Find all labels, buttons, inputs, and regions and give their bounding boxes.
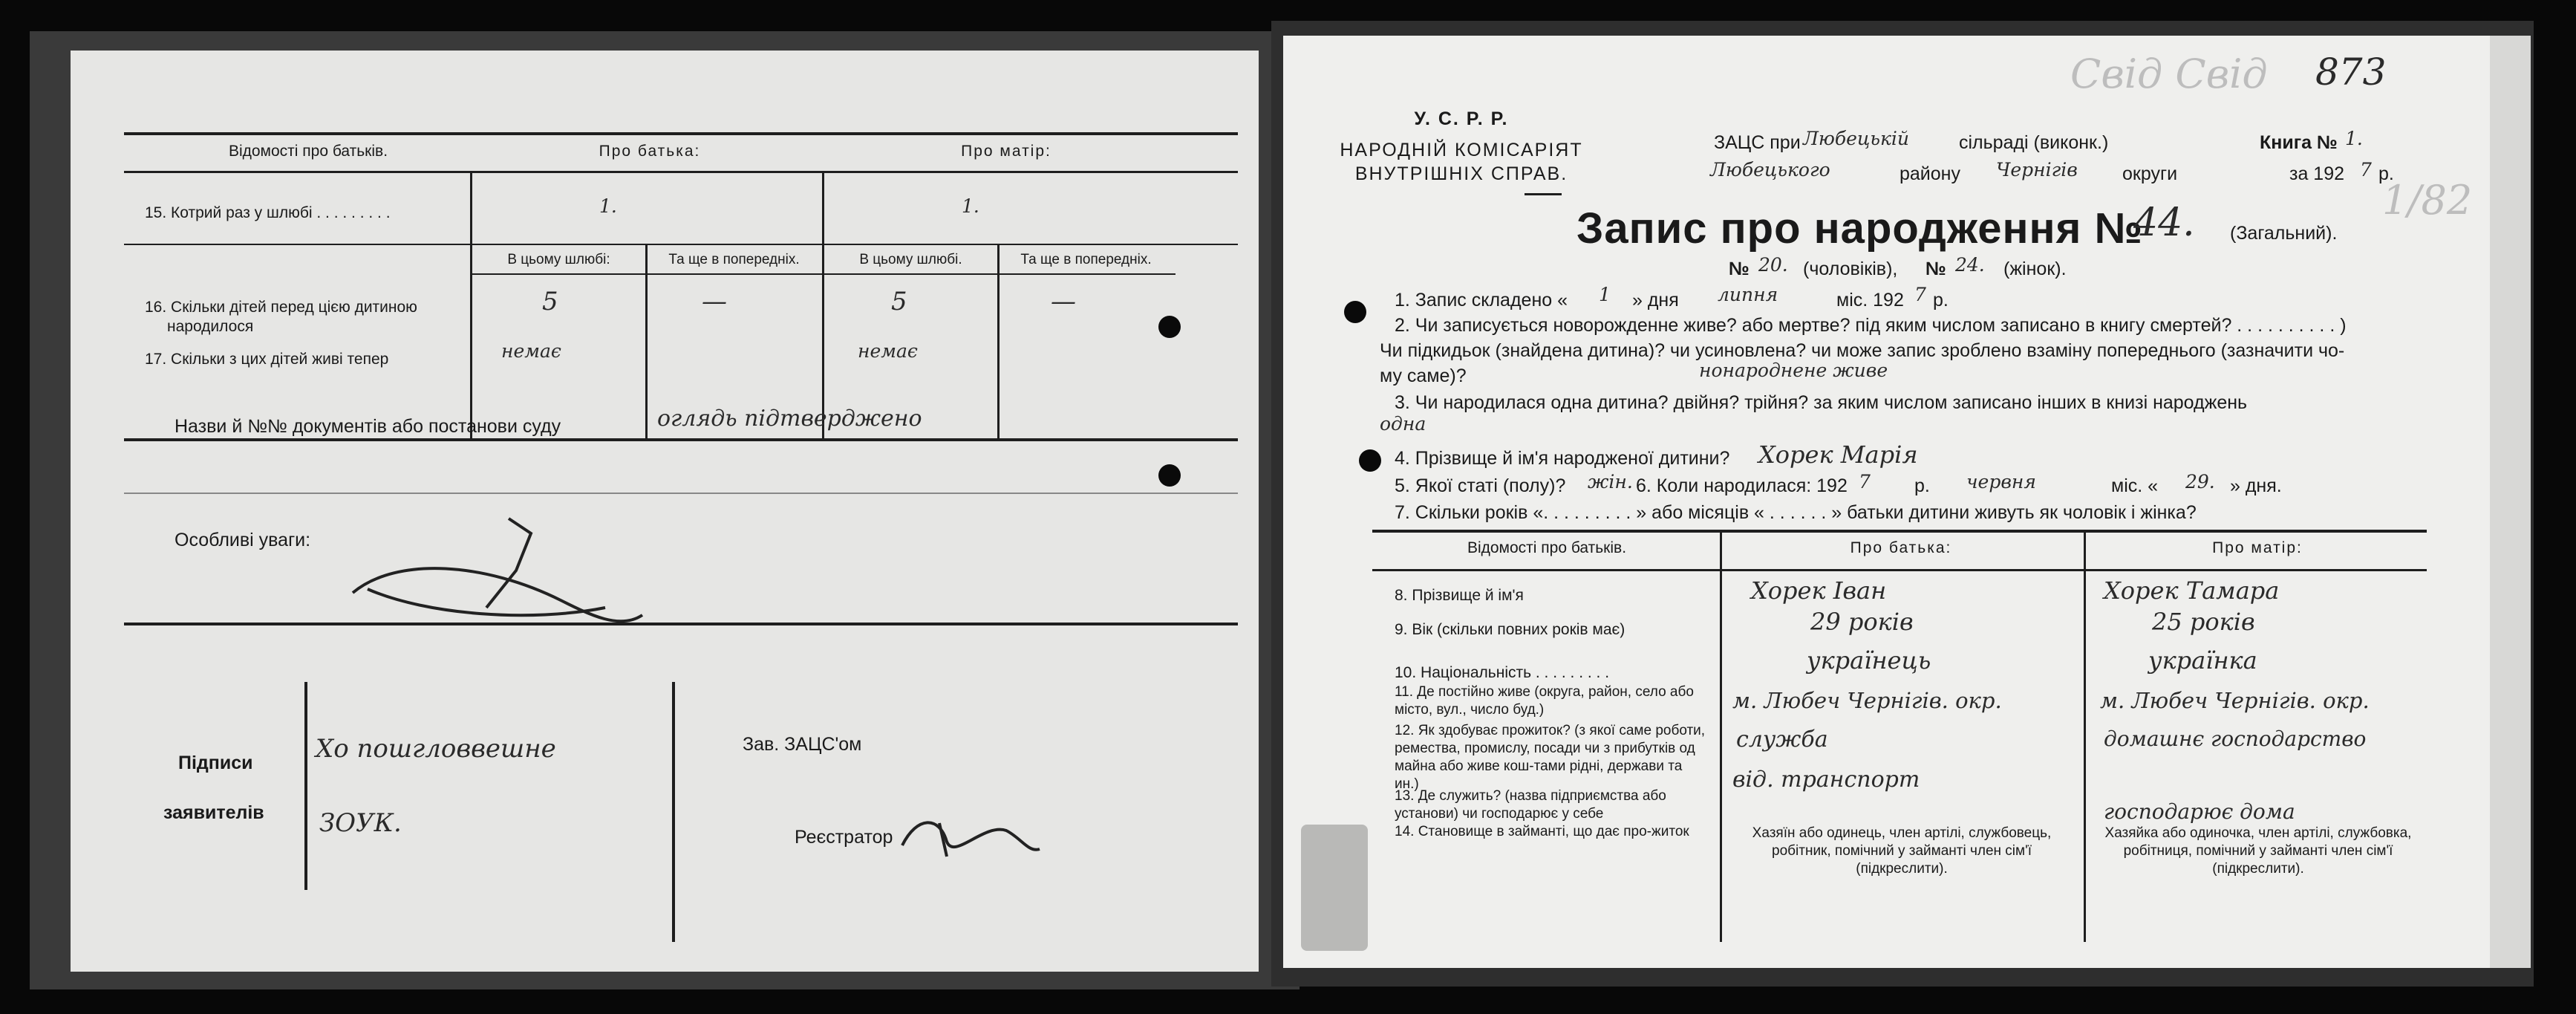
rule (1525, 193, 1562, 195)
rule (470, 273, 1175, 275)
rule (124, 623, 1238, 625)
q4-label: 4. Прізвище й ім'я народженої дитини? (1395, 448, 1730, 469)
rule (124, 171, 1238, 173)
row12-label: 12. Як здобуває прожиток? (з якої саме роботи, ремества, промислу, посади чи з прибутків од майна або живе кош-тами рідні, держави та ин.) (1395, 723, 1706, 792)
okrug-value: Чернігів (1996, 159, 2078, 181)
row13-father: від. транспорт (1732, 767, 1920, 793)
header-col0: Відомості про батьків. (228, 143, 388, 160)
q1-day: 1 (1599, 284, 1611, 305)
q1-b: » дня (1632, 290, 1679, 311)
row13-mother: господарює дома (2104, 799, 2295, 824)
sub-c: В цьому шлюбі. (859, 252, 962, 267)
header-col1: Про батька: (599, 143, 701, 160)
signatures-label-1: Підписи (178, 753, 253, 773)
divider (822, 171, 824, 440)
row13-label: 13. Де служить? (назва підприємства або установи) чи господарює у себе (1395, 788, 1666, 822)
table-header-col1: Про батька: (1850, 539, 1952, 556)
rule (124, 132, 1238, 135)
page-number: 873 (2315, 51, 2387, 94)
divider (997, 245, 1000, 440)
female-prefix: № (1926, 259, 1946, 279)
rule (124, 438, 1238, 441)
q6-day: 29. (2185, 471, 2215, 493)
punch-hole (1359, 449, 1381, 472)
row8-mother: Хорек Тамара (2104, 576, 2280, 605)
q2: 2. Чи записується новорожденне живе? або мертве? під яким числом записано в книгу смертей? . . . . . . . . . . ) (1395, 315, 2347, 336)
sub-a: В цьому шлюбі: (507, 252, 610, 267)
q3-value: одна (1380, 413, 1426, 435)
divider (2084, 530, 2086, 942)
q7: 7. Скільки років «. . . . . . . . . » або місяців « . . . . . . » батьки дитини живуть як чоловік і жінка? (1395, 502, 2197, 523)
q4-value: Хорек Марія (1758, 441, 1918, 469)
row14-father: Хазяїн або одинець, член артілі, службовець, робітник, помічний у займанті член сім'ї (підкреслити). (1752, 825, 2052, 877)
record-number: 44. (2133, 201, 2195, 245)
q1-a: 1. Запис складено « (1395, 290, 1568, 311)
row8-father: Хорек Іван (1751, 576, 1887, 605)
divider (304, 682, 307, 890)
table-header-col0: Відомості про батьків. (1467, 539, 1627, 556)
paper-tear (1301, 825, 1368, 951)
district-label: району (1900, 163, 1960, 184)
sub-b: Та ще в попередніх. (668, 252, 800, 267)
row16-v1: 5 (542, 287, 558, 316)
punch-hole (1344, 301, 1366, 323)
male-count: 20. (1758, 254, 1788, 276)
registrar-signature (895, 801, 1043, 868)
signature-1: Хо пошгловвешне (316, 734, 556, 764)
row10-father: українець (1807, 646, 1931, 675)
record-title: Запис про народження № (1576, 204, 2144, 253)
rule (1372, 530, 2427, 533)
row12-mother: домашнє господарство (2104, 727, 2367, 751)
year-suffix: р. (2378, 163, 2394, 184)
right-page (1283, 36, 2490, 968)
district-value: Любецького (1710, 159, 1830, 181)
row16-v3: 5 (891, 287, 907, 316)
rule (1372, 569, 2427, 571)
zags-prefix: ЗАЦС при (1714, 132, 1801, 153)
commissariat-1: НАРОДНІЙ КОМІСАРІЯТ (1340, 140, 1583, 160)
q3: 3. Чи народилася одна дитина? двiйня? трiйня? за яким числом записано інших в книзі народжень (1395, 392, 2248, 413)
punch-hole (1158, 464, 1181, 487)
q1-month: липня (1718, 284, 1778, 305)
row9-label: 9. Вік (скільки повних років має) (1395, 621, 1626, 638)
ussr: У. С. Р. Р. (1414, 108, 1509, 129)
signatures-label-2: заявителів (163, 802, 264, 823)
row16-label-2: народилося (167, 318, 254, 335)
q6-label: 6. Коли народилася: 192 (1636, 475, 1848, 496)
male-label: (чоловіків), (1803, 259, 1898, 279)
row15-label: 15. Котрий раз у шлюбі . . . . . . . . . (145, 204, 391, 221)
q6-year: 7 (1859, 471, 1871, 493)
row12-father: служба (1736, 727, 1828, 753)
documents-value: оглядь підтверджено (657, 406, 922, 432)
q1-year: 7 (1914, 284, 1926, 305)
divider (1720, 530, 1722, 942)
row17-v3: немає (858, 340, 918, 362)
divider (645, 245, 648, 440)
female-label: (жінок). (2003, 259, 2067, 279)
header-col2: Про матір: (961, 143, 1051, 160)
divider (672, 682, 675, 942)
punch-hole (1158, 316, 1181, 338)
q1-c: міс. 192 (1836, 290, 1904, 311)
q2b: Чи підкидьок (знайдена дитина)? чи усиновлена? чи може запис зроблено взамiну попереднього (зазначити чо- (1380, 340, 2345, 361)
q2c-value: нонароднене живе (1699, 360, 1888, 381)
registrar-label: Реєстратор (795, 827, 893, 848)
row15-father: 1. (599, 195, 617, 217)
q6-r: р. (1914, 475, 1930, 496)
row10-label: 10. Національність . . . . . . . . . (1395, 664, 1610, 681)
q1-d: р. (1933, 290, 1949, 311)
rule (124, 493, 1238, 494)
book-label: Книга № (2260, 132, 2338, 153)
row11-father: м. Любеч Чернігів. окр. (1732, 688, 2002, 713)
q5-value: жін. (1588, 471, 1633, 493)
okrug-label: округи (2122, 163, 2178, 184)
row14-label: 14. Становище в займанті, що дає про-житок (1395, 824, 1689, 839)
q5-label: 5. Якої статі (полу)? (1395, 475, 1566, 496)
margin-fraction: 1/82 (2382, 177, 2473, 224)
zags-suffix: сільраді (виконк.) (1959, 132, 2109, 153)
row17-v1: немає (501, 340, 561, 362)
row9-mother: 25 років (2152, 608, 2255, 636)
page-edge (2490, 36, 2531, 968)
signature-scribble (338, 511, 650, 637)
female-count: 24. (1955, 254, 1985, 276)
record-suffix: (Загальний). (2230, 223, 2338, 244)
row8-label: 8. Прізвище й ім'я (1395, 587, 1524, 604)
zags-village: Любецькій (1803, 128, 1910, 149)
divider (470, 171, 472, 440)
row10-mother: українка (2148, 646, 2257, 675)
row16-v2: — (702, 287, 727, 316)
stamp-text: Свід Свід (2070, 51, 2268, 97)
row16-label-1: 16. Скільки дітей перед цією дитиною (145, 299, 417, 316)
year-label: за 192 (2289, 163, 2345, 184)
commissariat-2: ВНУТРІШНІХ СПРАВ. (1354, 163, 1568, 184)
table-header-col2: Про матір: (2212, 539, 2303, 556)
row16-v4: — (1051, 287, 1076, 316)
q6-day-end: » дня. (2230, 475, 2282, 496)
row11-label: 11. Де постійно живе (округа, район, село або місто, вул., число буд.) (1395, 684, 1694, 718)
remarks-label: Особливі уваги: (175, 530, 311, 550)
row17-label: 17. Скільки з цих дітей живі тепер (145, 351, 389, 368)
rule (124, 244, 1238, 245)
q2c-label: му саме)? (1380, 365, 1467, 386)
year-digit: 7 (2360, 159, 2372, 181)
head-label: Зав. ЗАЦС'ом (743, 734, 862, 755)
male-prefix: № (1729, 259, 1750, 279)
row15-mother: 1. (962, 195, 979, 217)
row14-mother: Хазяйка або одиночка, член артілі, службовка, робітниця, помічний у займанті член сім'ї (підкреслити). (2104, 825, 2412, 877)
documents-label: Назви й №№ документів або постанови суду (175, 416, 561, 437)
row9-father: 29 років (1810, 608, 1914, 636)
q6-month: червня (1966, 471, 2036, 493)
book-value: 1. (2345, 128, 2363, 149)
q6-mis: міс. « (2111, 475, 2159, 496)
row11-mother: м. Любеч Чернігів. окр. (2100, 688, 2370, 713)
left-page (71, 51, 1259, 972)
sub-d: Та ще в попередніх. (1020, 252, 1152, 267)
signature-2: ЗОУК. (319, 808, 402, 838)
